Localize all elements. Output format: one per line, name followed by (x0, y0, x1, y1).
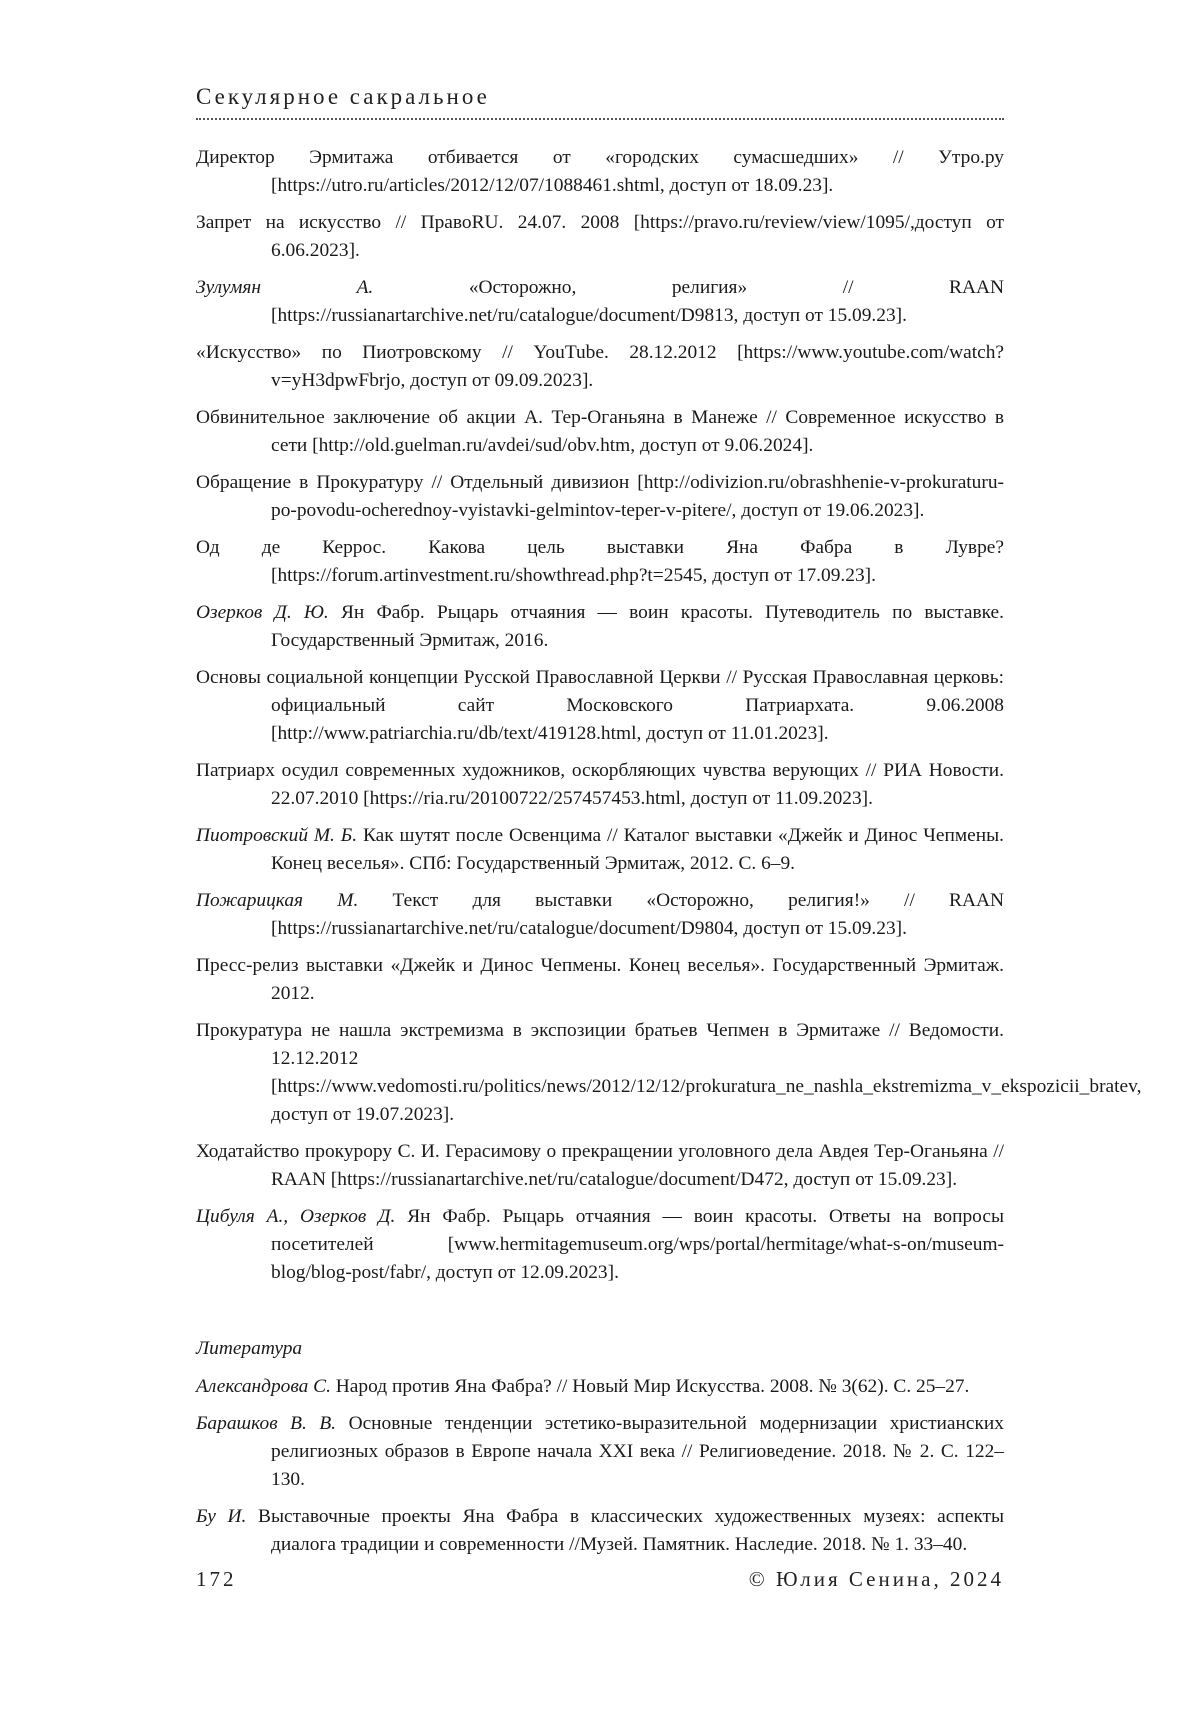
source-text: Од де Керрос. Какова цель выставки Яна Фабра в Лувре? [https://forum.artinvestment.ru/showthread.php?t=2545, доступ от 17.09.23]. (196, 537, 1004, 586)
source-text: Как шутят после Освенцима // Каталог выставки «Джейк и Динос Чепмены. Конец веселья». СПб: Государственный Эрмитаж, 2012. С. 6–9. (271, 825, 1004, 874)
literature-text: Выставочные проекты Яна Фабра в классических художественных музеях: аспекты диалога традиции и современности //Музей. Памятник. Наследие. 2018. № 1. 33–40. (246, 1506, 1004, 1555)
source-item (196, 404, 1004, 460)
source-text: Основы социальной концепции Русской Православной Церкви // Русская Православная церковь: официальный сайт Московского Патриархата. 9.06.2008 [http://www.patriarchia.ru/db/text/419128.html, доступ от 11.01.2023]. (196, 667, 1004, 744)
source-item (196, 144, 1004, 200)
literature-author: Бу И. (196, 1506, 247, 1527)
literature-heading: Литература (196, 1338, 303, 1359)
source-author: Цибуля А., Озерков Д. (196, 1206, 396, 1227)
source-text: Ходатайство прокурору С. И. Герасимову о прекращении уголовного дела Авдея Тер-Оганьяна // RAAN [https://russianartarchive.net/ru/catalogue/document/D472, доступ от 15.09.23]. (196, 1141, 1004, 1190)
source-text: Запрет на искусство // ПравоRU. 24.07. 2008 [https://pravo.ru/review/view/1095/,доступ от 6.06.2023]. (196, 212, 1004, 261)
literature-author: Александрова С. (196, 1376, 331, 1397)
source-item (196, 1017, 1142, 1129)
literature-text: Народ против Яна Фабра? // Новый Мир Искусства. 2008. № 3(62). С. 25–27. (330, 1376, 970, 1397)
source-text: Патриарх осудил современных художников, оскорбляющих чувства верующих // РИА Новости. 22.07.2010 [https://ria.ru/20100722/257457453.html, доступ от 11.09.2023]. (196, 760, 1004, 809)
sources-list (196, 144, 1142, 1287)
source-item (196, 887, 1004, 943)
source-item (196, 952, 1004, 1008)
source-item (196, 534, 1004, 590)
copyright-notice: © Юлия Сенина, 2024 (748, 1567, 1004, 1591)
page-body (196, 82, 1142, 1568)
source-author: Пожарицкая М. (196, 890, 359, 911)
source-text: Текст для выставки «Осторожно, религия!» // RAAN [https://russianartarchive.net/ru/catalogue/document/D9804, доступ от 15.09.23]. (271, 890, 1004, 939)
source-text: Ян Фабр. Рыцарь отчаяния — воин красоты. Ответы на вопросы посетителей [www.hermitagemuseum.org/wps/portal/hermitage/what-s-on/museum-blog/blog-post/fabr/, доступ от 12.09.2023]. (271, 1206, 1004, 1283)
source-item (196, 339, 1004, 395)
source-text: Пресс-релиз выставки «Джейк и Динос Чепмены. Конец веселья». Государственный Эрмитаж. 2012. (196, 955, 1004, 1004)
source-author: Пиотровский М. Б. (196, 825, 358, 846)
source-author: Озерков Д. Ю. (196, 602, 329, 623)
source-text: «Искусство» по Пиотровскому // YouTube. 28.12.2012 [https://www.youtube.com/watch?v=yH3dpwFbrjo, доступ от 09.09.2023]. (196, 342, 1004, 391)
literature-item (196, 1503, 1004, 1559)
running-title: Секулярное сакральное (196, 84, 490, 109)
literature-item (196, 1410, 1004, 1494)
literature-text: Основные тенденции эстетико-выразительной модернизации христианских религиозных образов в Европе начала XXI века // Религиоведение. 2018. № 2. С. 122–130. (271, 1413, 1004, 1490)
source-text: Обращение в Прокуратуру // Отдельный дивизион [http://odivizion.ru/obrashhenie-v-prokuraturu-po-povodu-ocherednoy-vyistavki-gelmintov-teper-v-pitere/, доступ от 19.06.2023]. (196, 472, 1004, 521)
literature-author: Барашков В. В. (196, 1413, 337, 1434)
source-item (196, 274, 1004, 330)
source-item (196, 209, 1004, 265)
source-text: Прокуратура не нашла экстремизма в экспозиции братьев Чепмен в Эрмитаже // Ведомости. 12.12.2012 [https://www.vedomosti.ru/politics/news/2012/12/12/prokuratura_ne_nashla_ekstremizma_v_ekspozicii_bratev, доступ от 19.07.2023]. (196, 1020, 1142, 1125)
source-text: Ян Фабр. Рыцарь отчаяния — воин красоты. Путеводитель по выставке. Государственный Эрмитаж, 2016. (271, 602, 1004, 651)
source-item (196, 469, 1004, 525)
source-item (196, 599, 1004, 655)
source-item (196, 1203, 1004, 1287)
literature-list (196, 1373, 1004, 1559)
source-text: Директор Эрмитажа отбивается от «городских сумасшедших» // Утро.ру [https://utro.ru/articles/2012/12/07/1088461.shtml, доступ от 18.09.23]. (196, 147, 1004, 196)
source-item (196, 757, 1004, 813)
source-text: «Осторожно, религия» // RAAN [https://russianartarchive.net/ru/catalogue/document/D9813, доступ от 15.09.23]. (271, 277, 1004, 326)
page-number: 172 (196, 1567, 237, 1591)
source-author: Зулумян А. (196, 277, 374, 298)
source-item (196, 1138, 1004, 1194)
header-dotted-rule (196, 118, 1004, 120)
source-item (196, 822, 1004, 878)
source-item (196, 664, 1004, 748)
source-text: Обвинительное заключение об акции А. Тер-Оганьяна в Манеже // Современное искусство в сети [http://old.guelman.ru/avdei/sud/obv.htm, доступ от 9.06.2024]. (196, 407, 1004, 456)
literature-item (196, 1373, 1004, 1401)
